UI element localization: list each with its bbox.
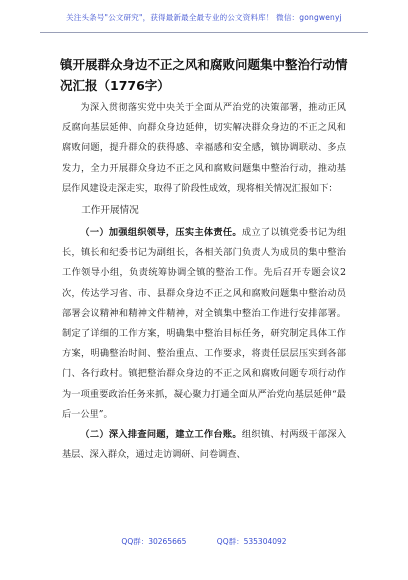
item-1-body: 成立了以镇党委书记为组长，镇长和纪委书记为副组长，各相关部门负责人为成员的集中整治工作领导小组，负责统筹协调全镇的整治工作。先后召开专题会议2次，传达学习省、市、县群众身边不正之风和腐败问题集中整治动员部署会议精神和精神文件精神，对全镇集中整治工作进行安排部署。制定了详细的工作方案，明确集中整治目标任务，研究制定具体工作方案，明确整治时间、整治重点、工作要求，将责任层层压实到各部门、各行政村。镇把整治群众身边的不正之风和腐败问题专项行动作为一项重要政治任务来抓，凝心聚力打通全面从严治党向基层延伸“最后一公里”。 <box>62 227 347 420</box>
item-2-paragraph <box>62 425 346 465</box>
header-divider <box>40 32 368 33</box>
intro-paragraph: 为深入贯彻落实党中央关于全面从严治党的决策部署，推动正风反腐向基层延伸、向群众身边延伸，切实解决群众身边的不正之风和腐败问题，提升群众的获得感、幸福感和安全感，镇协调联动、多点发力，全力开展群众身边不正之风和腐败问题集中整治行动，推动基层作风建设走深走实，取得了阶段性成效，现将相关情况汇报如下： <box>62 102 346 194</box>
document-body <box>62 98 346 465</box>
item-2-body: 组织镇、村两级干部深入基层、深入群众，通过走访调研、问卷调查、 <box>62 429 347 461</box>
document-title: 镇开展群众身边不正之风和腐败问题集中整治行动情况汇报（1776字） <box>60 57 348 93</box>
page-footer <box>0 536 408 547</box>
footer-qq-group-2: QQ群：535304092 <box>216 537 287 546</box>
page-header: 关注头条号"公文研究"，获得最新最全最专业的公文资料库！ 微信：gongwenyj <box>66 13 342 22</box>
item-2-lead: （二）深入排查问题，建立工作台账。 <box>80 429 242 441</box>
section-heading: 工作开展情况 <box>81 205 139 217</box>
item-1-paragraph <box>62 223 346 425</box>
item-1-lead: （一）加强组织领导，压实主体责任。 <box>80 227 242 239</box>
footer-qq-group-1: QQ群：30265665 <box>121 537 187 546</box>
